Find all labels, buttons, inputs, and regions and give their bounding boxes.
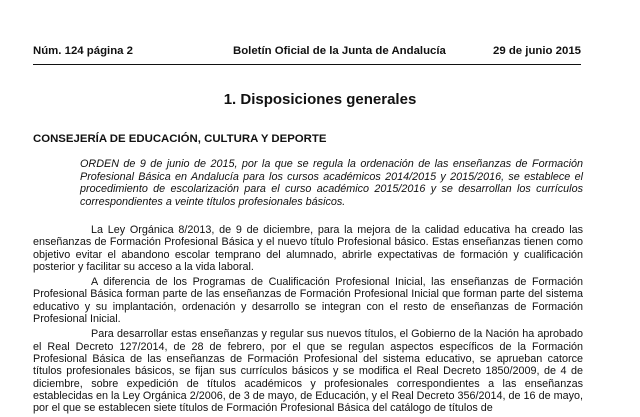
orden-summary: ORDEN de 9 de junio de 2015, por la que se regula la ordenación de las enseñanzas de Formación Profesional Básica en Andalucía para los cursos académicos 2014/2015 y 2015/2016, se establece el procedimiento de escolarización para el curso académico 2015/2016 y se desarrollan los currículos correspondientes a veinte títulos profesionales básicos. [80, 158, 583, 208]
ministry-heading: CONSEJERÍA DE EDUCACIÓN, CULTURA Y DEPORTE [33, 133, 327, 145]
bulletin-title: Boletín Oficial de la Junta de Andalucía [233, 45, 446, 57]
header-rule [33, 64, 581, 65]
publication-date: 29 de junio 2015 [493, 45, 581, 57]
paragraph: La Ley Orgánica 8/2013, de 9 de diciembre, para la mejora de la calidad educativa ha creado las enseñanzas de Formación Profesional Básica y el nuevo título Profesional básico. Estas enseñanzas tienen como objetivo evitar el abandono escolar temprano del alumnado, abrirle expectativas de formación y cualificación posterior y facilitar su acceso a la vida laboral. [33, 224, 583, 273]
paragraph: A diferencia de los Programas de Cualificación Profesional Inicial, las enseñanzas de Formación Profesional Básica forman parte de las enseñanzas de Formación Profesional Inicial que forman parte del sistema educativo y su implantación, ordenación y desarrollo se integran con el resto de enseñanzas de Formación Profesional Inicial. [33, 276, 583, 326]
page-header [33, 45, 581, 61]
section-title: 1. Disposiciones generales [223, 91, 417, 108]
paragraph: Para desarrollar estas enseñanzas y regular sus nuevos títulos, el Gobierno de la Nación ha aprobado el Real Decreto 127/2014, de 28 de febrero, por el que se regulan aspectos específicos de la Formación Profesional Básica de las enseñanzas de Formación Profesional del sistema educativo, se aprueban catorce títulos profesionales básicos, se fijan sus currículos básicos y se modifica el Real Decreto 1850/2009, de 4 de diciembre, sobre expedición de títulos académicos y profesionales correspondientes a las enseñanzas establecidas en la Ley Orgánica 2/2006, de 3 de mayo, de Educación, y el Real Decreto 356/2014, de 16 de mayo, por el que se establecen siete títulos de Formación Profesional Básica del catálogo de títulos de [33, 328, 583, 415]
body-text [33, 224, 583, 417]
issue-number: Núm. 124 página 2 [33, 45, 134, 57]
